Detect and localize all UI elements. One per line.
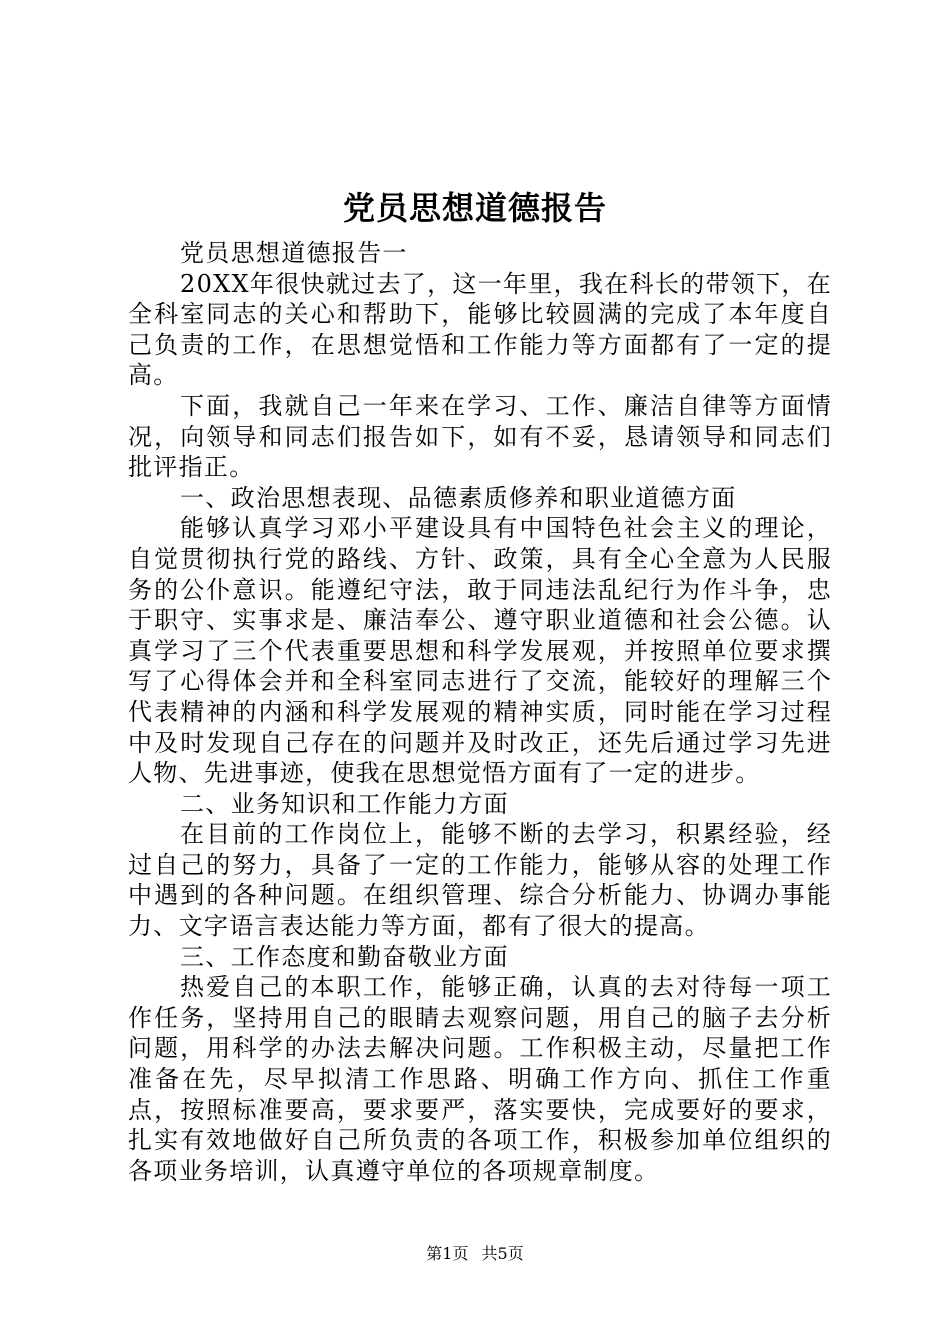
section-heading-1: 一、政治思想表现、品德素质修养和职业道德方面 [180,483,737,512]
page-footer [0,1244,950,1264]
page-number: 第1页 [426,1244,469,1263]
paragraph-section-3: 热爱自己的本职工作，能够正确，认真的去对待每一项工作任务，坚持用自己的眼睛去观察问题，用自己的脑子去分析问题，用科学的办法去解决问题。工作积极主动，尽量把工作准备在先，尽早拟清工作思路、明确工作方向、抓住工作重点，按照标准要高，要求要严，落实要快，完成要好的要求，扎实有效地做好自己所负责的各项工作，积极参加单位组织的各项业务培训，认真遵守单位的各项规章制度。 [128,973,832,1185]
paragraph-section-2: 在目前的工作岗位上，能够不断的去学习，积累经验，经过自己的努力，具备了一定的工作能力，能够从容的处理工作中遇到的各种问题。在组织管理、综合分析能力、协调办事能力、文字语言表达能力等方面，都有了很大的提高。 [128,820,832,941]
paragraph-intro: 20XX年很快就过去了，这一年里，我在科长的带领下，在全科室同志的关心和帮助下，能够比较圆满的完成了本年度自己负责的工作，在思想觉悟和工作能力等方面都有了一定的提高。 [128,269,832,390]
page-title: 党员思想道德报告 [342,189,607,227]
paragraph-subtitle: 党员思想道德报告一 [180,239,408,267]
section-heading-2: 二、业务知识和工作能力方面 [180,789,509,818]
section-heading-3: 三、工作态度和勤奋敬业方面 [180,942,509,971]
page-count: 共5页 [481,1244,524,1263]
paragraph-section-1: 能够认真学习邓小平建设具有中国特色社会主义的理论，自觉贯彻执行党的路线、方针、政策，具有全心全意为人民服务的公仆意识。能遵纪守法，敢于同违法乱纪行为作斗争，忠于职守、实事求是、廉洁奉公、遵守职业道德和社会公德。认真学习了三个代表重要思想和科学发展观，并按照单位要求撰写了心得体会并和全科室同志进行了交流，能较好的理解三个代表精神的内涵和科学发展观的精神实质，同时能在学习过程中及时发现自己存在的问题并及时改正，还先后通过学习先进人物、先进事迹，使我在思想觉悟方面有了一定的进步。 [128,514,832,788]
paragraph-preface: 下面，我就自己一年来在学习、工作、廉洁自律等方面情况，向领导和同志们报告如下，如有不妥，恳请领导和同志们批评指正。 [128,391,832,482]
document-body [128,238,832,1186]
